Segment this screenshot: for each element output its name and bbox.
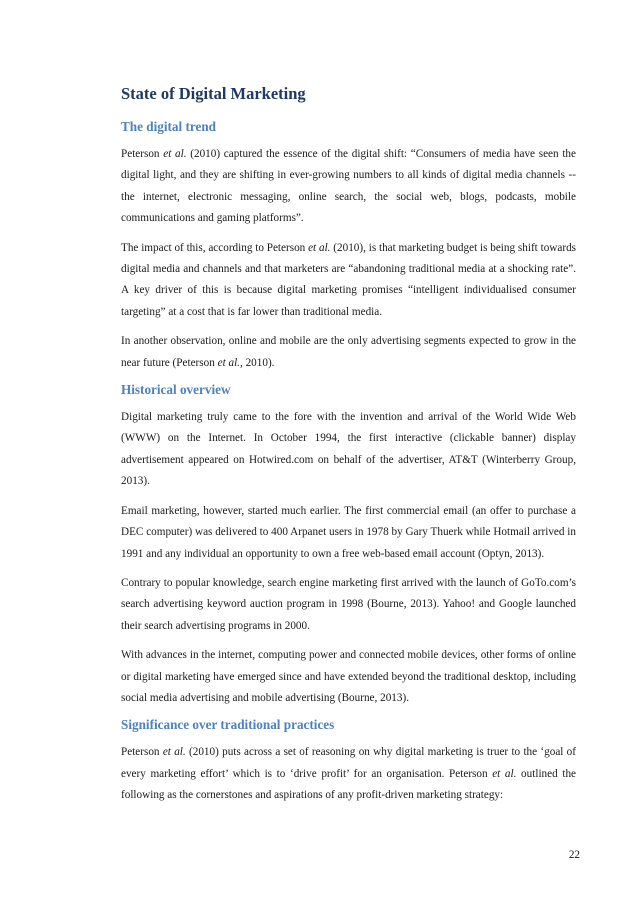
- text-run: (2010) puts across a set of reasoning on why digital marketing is truer to the ‘goal of every marketing effort’ which is to ‘drive profit’ for an organisation. Peterson: [121, 746, 577, 780]
- paragraph-digital-trend-2: [121, 238, 576, 324]
- citation-et-al: et al.: [163, 148, 187, 160]
- page-number: 22: [568, 849, 580, 861]
- text-run: outlined the following as the cornerstones and aspirations of any profit-driven marketing strategy:: [121, 767, 577, 802]
- citation-et-al: et al.: [162, 746, 186, 759]
- document-page: [121, 84, 576, 815]
- paragraph-historical-4: With advances in the internet, computing power and connected mobile devices, other forms of online or digital marketing have emerged since and have extended beyond the traditional desktop, including social media advertising and mobile advertising (Bourne, 2013).: [121, 649, 576, 704]
- citation-et-al: et al.: [492, 767, 517, 780]
- text-run: The impact of this, according to Peterson: [121, 241, 309, 254]
- text-run: 2010).: [242, 356, 275, 369]
- text-run: Peterson: [121, 746, 163, 759]
- paragraph-digital-trend-1: [121, 144, 576, 230]
- citation-et-al: et al.,: [217, 356, 243, 369]
- page-title: State of Digital Marketing: [121, 84, 306, 103]
- paragraph-historical-1: Digital marketing truly came to the fore with the invention and arrival of the World Wide Web (WWW) on the Internet. In October 1994, the first interactive (clickable banner) display advertisement appeared on Hotwired.com on behalf of the advertiser, AT&T (Winterberry Group, 2013).: [121, 411, 576, 488]
- paragraph-significance-1: [121, 742, 576, 806]
- citation-et-al: et al.: [308, 241, 331, 254]
- text-run: Peterson: [121, 148, 164, 160]
- paragraph-historical-3: Contrary to popular knowledge, search engine marketing first arrived with the launch of GoTo.com’s search advertising keyword auction program in 1998 (Bourne, 2013). Yahoo! and Google launched their search advertising programs in 2000.: [121, 576, 576, 632]
- section-heading-historical-overview: Historical overview: [121, 382, 231, 398]
- paragraph-digital-trend-3: [121, 331, 576, 374]
- section-heading-digital-trend: The digital trend: [121, 119, 217, 134]
- text-run: (2010) captured the essence of the digital shift: “Consumers of media have seen the digital light, and they are shifting in ever-growing numbers to all kinds of digital media channels -- the internet, electronic messaging, online search, the social web, blogs, podcasts, mobile communications and gaming platforms”.: [121, 148, 576, 225]
- text-run: (2010), is that marketing budget is being shift towards digital media and channels and that marketers are “abandoning traditional media at a shocking rate”. A key driver of this is because digital marketing promises “intelligent individualised consumer targeting” at a cost that is far lower than traditional media.: [121, 241, 577, 318]
- paragraph-historical-2: Email marketing, however, started much earlier. The first commercial email (an offer to purchase a DEC computer) was delivered to 400 Arpanet users in 1978 by Gary Thuerk while Hotmail arrived in 1991 and any individual an opportunity to own a free web-based email account (Optyn, 2013).: [121, 504, 576, 560]
- section-heading-significance: Significance over traditional practices: [121, 717, 335, 733]
- text-run: In another observation, online and mobile are the only advertising segments expected to grow in the near future (Peterson: [121, 335, 576, 369]
